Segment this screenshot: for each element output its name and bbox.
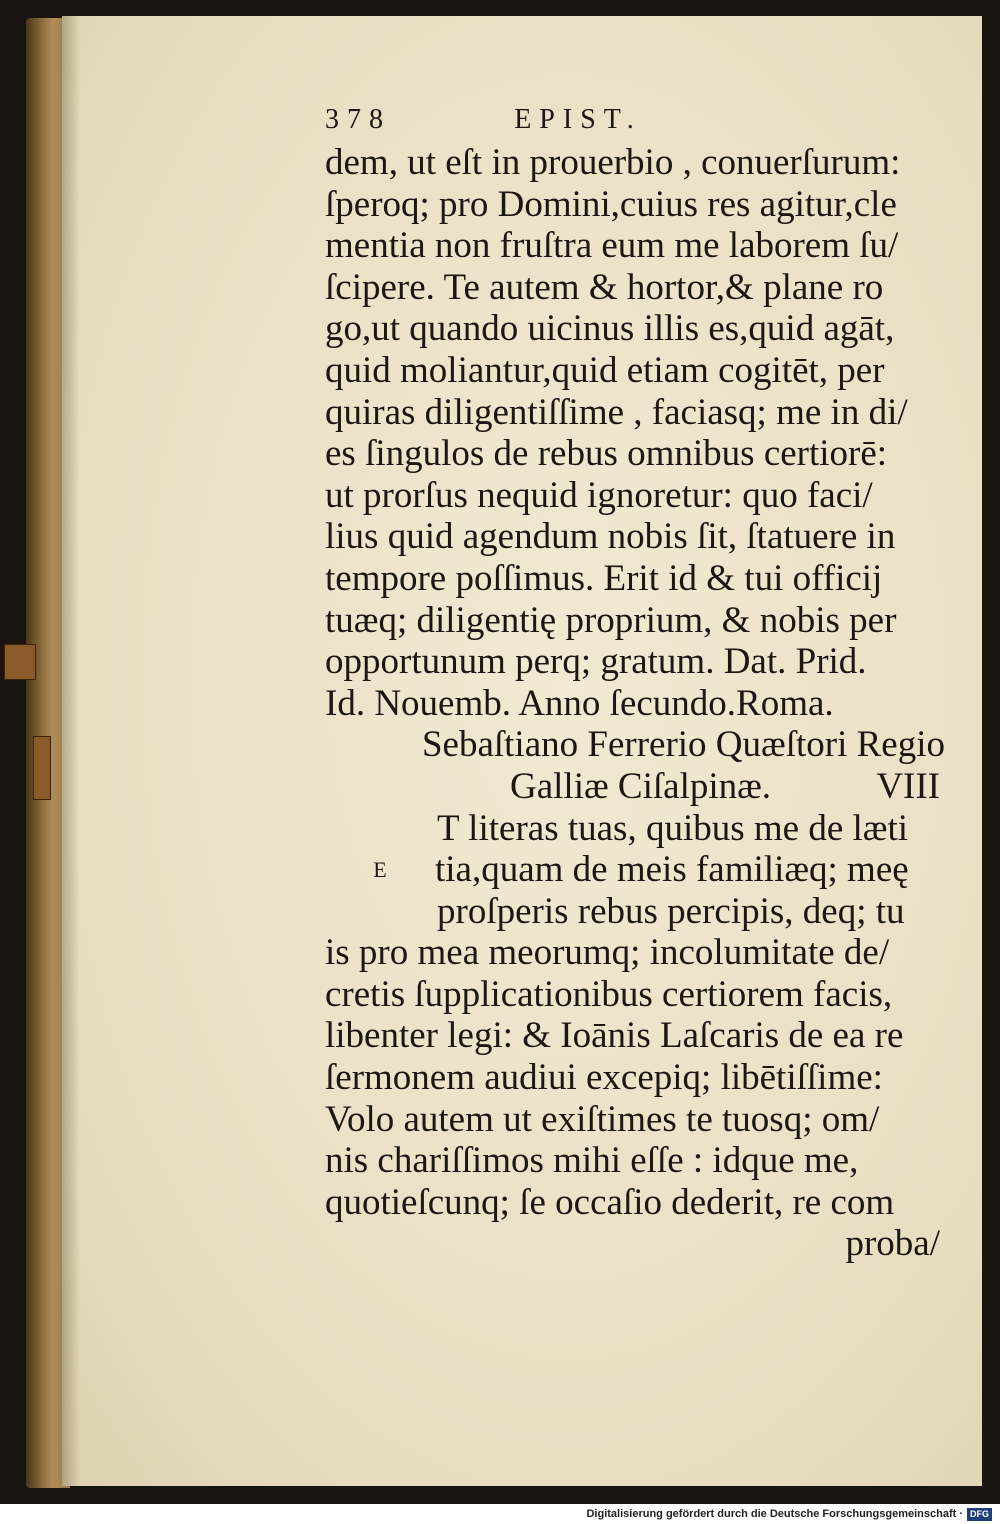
- text-line: ſermonem audiui excepiq; libētiſſime:: [325, 1057, 883, 1099]
- text-line: ut prorſus nequid ignoretur: quo faci/: [325, 474, 873, 516]
- page-number: 378: [325, 104, 391, 135]
- text-line: proſperis rebus percipis, deq; tu: [437, 890, 905, 932]
- dfg-logo: DFG: [967, 1508, 992, 1521]
- page-text: [325, 98, 955, 1265]
- text-line: quiras diligentiſſime , faciasq; me in di/: [325, 391, 908, 433]
- text-line: quid moliantur,quid etiam cogitēt, per: [325, 349, 885, 391]
- running-title: EPIST.: [514, 104, 642, 135]
- text-line: nis chariſſimos mihi eſſe : idque me,: [325, 1140, 859, 1182]
- letter-heading-line2: [325, 766, 940, 808]
- text-line: tempore poſſimus. Erit id & tui officij: [325, 557, 883, 599]
- letter-heading: Sebaſtiano Ferrerio Quæſtori Regio: [421, 724, 945, 766]
- text-line: Id. Nouemb. Anno ſecundo.Roma.: [325, 682, 834, 724]
- running-header: [325, 98, 765, 142]
- text-line: [325, 849, 955, 891]
- text-line-content: tia,quam de meis familiæq; meę: [435, 849, 909, 891]
- text-line: cretis ſupplicationibus certiorem facis,: [325, 973, 893, 1015]
- heading-recipient-region: Galliæ Ciſalpinæ.: [510, 765, 772, 807]
- text-line: ſperoq; pro Domini,cuius res agitur,cle: [325, 183, 897, 225]
- text-line: Volo autem ut exiſtimes te tuosq; om/: [325, 1098, 880, 1140]
- page-gutter-shadow: [62, 16, 80, 1486]
- text-line: ſcipere. Te autem & hortor,& plane ro: [325, 266, 884, 308]
- text-line: go,ut quando uicinus illis es,quid agāt,: [325, 308, 895, 350]
- letter-number: VIII: [876, 765, 940, 807]
- binding-tab: [4, 644, 36, 680]
- text-line: T literas tuas, quibus me de læti: [437, 807, 909, 849]
- initial-letter: E: [373, 857, 387, 883]
- text-line: tuæq; diligentię proprium, & nobis per: [325, 599, 897, 641]
- text-line: lius quid agendum nobis ſit, ſtatuere in: [325, 516, 896, 558]
- text-line: is pro mea meorumq; incolumitate de/: [325, 932, 890, 974]
- catchword: proba/: [845, 1223, 940, 1265]
- binding-tab: [33, 736, 51, 800]
- digitization-footer: [0, 1504, 1000, 1524]
- text-line: libenter legi: & Ioānis Laſcaris de ea re: [325, 1015, 904, 1057]
- funding-credit: Digitalisierung gefördert durch die Deutsche Forschungsgemeinschaft ·: [586, 1508, 963, 1520]
- text-line: quotieſcunq; ſe occaſio dederit, re com: [325, 1181, 895, 1223]
- text-line: mentia non fruſtra eum me laborem ſu/: [325, 225, 899, 267]
- text-line: dem, ut eſt in prouerbio , conuerſurum:: [325, 142, 901, 183]
- text-line: es ſingulos de rebus omnibus certiorē:: [325, 433, 888, 475]
- text-line: opportunum perq; gratum. Dat. Prid.: [325, 641, 867, 683]
